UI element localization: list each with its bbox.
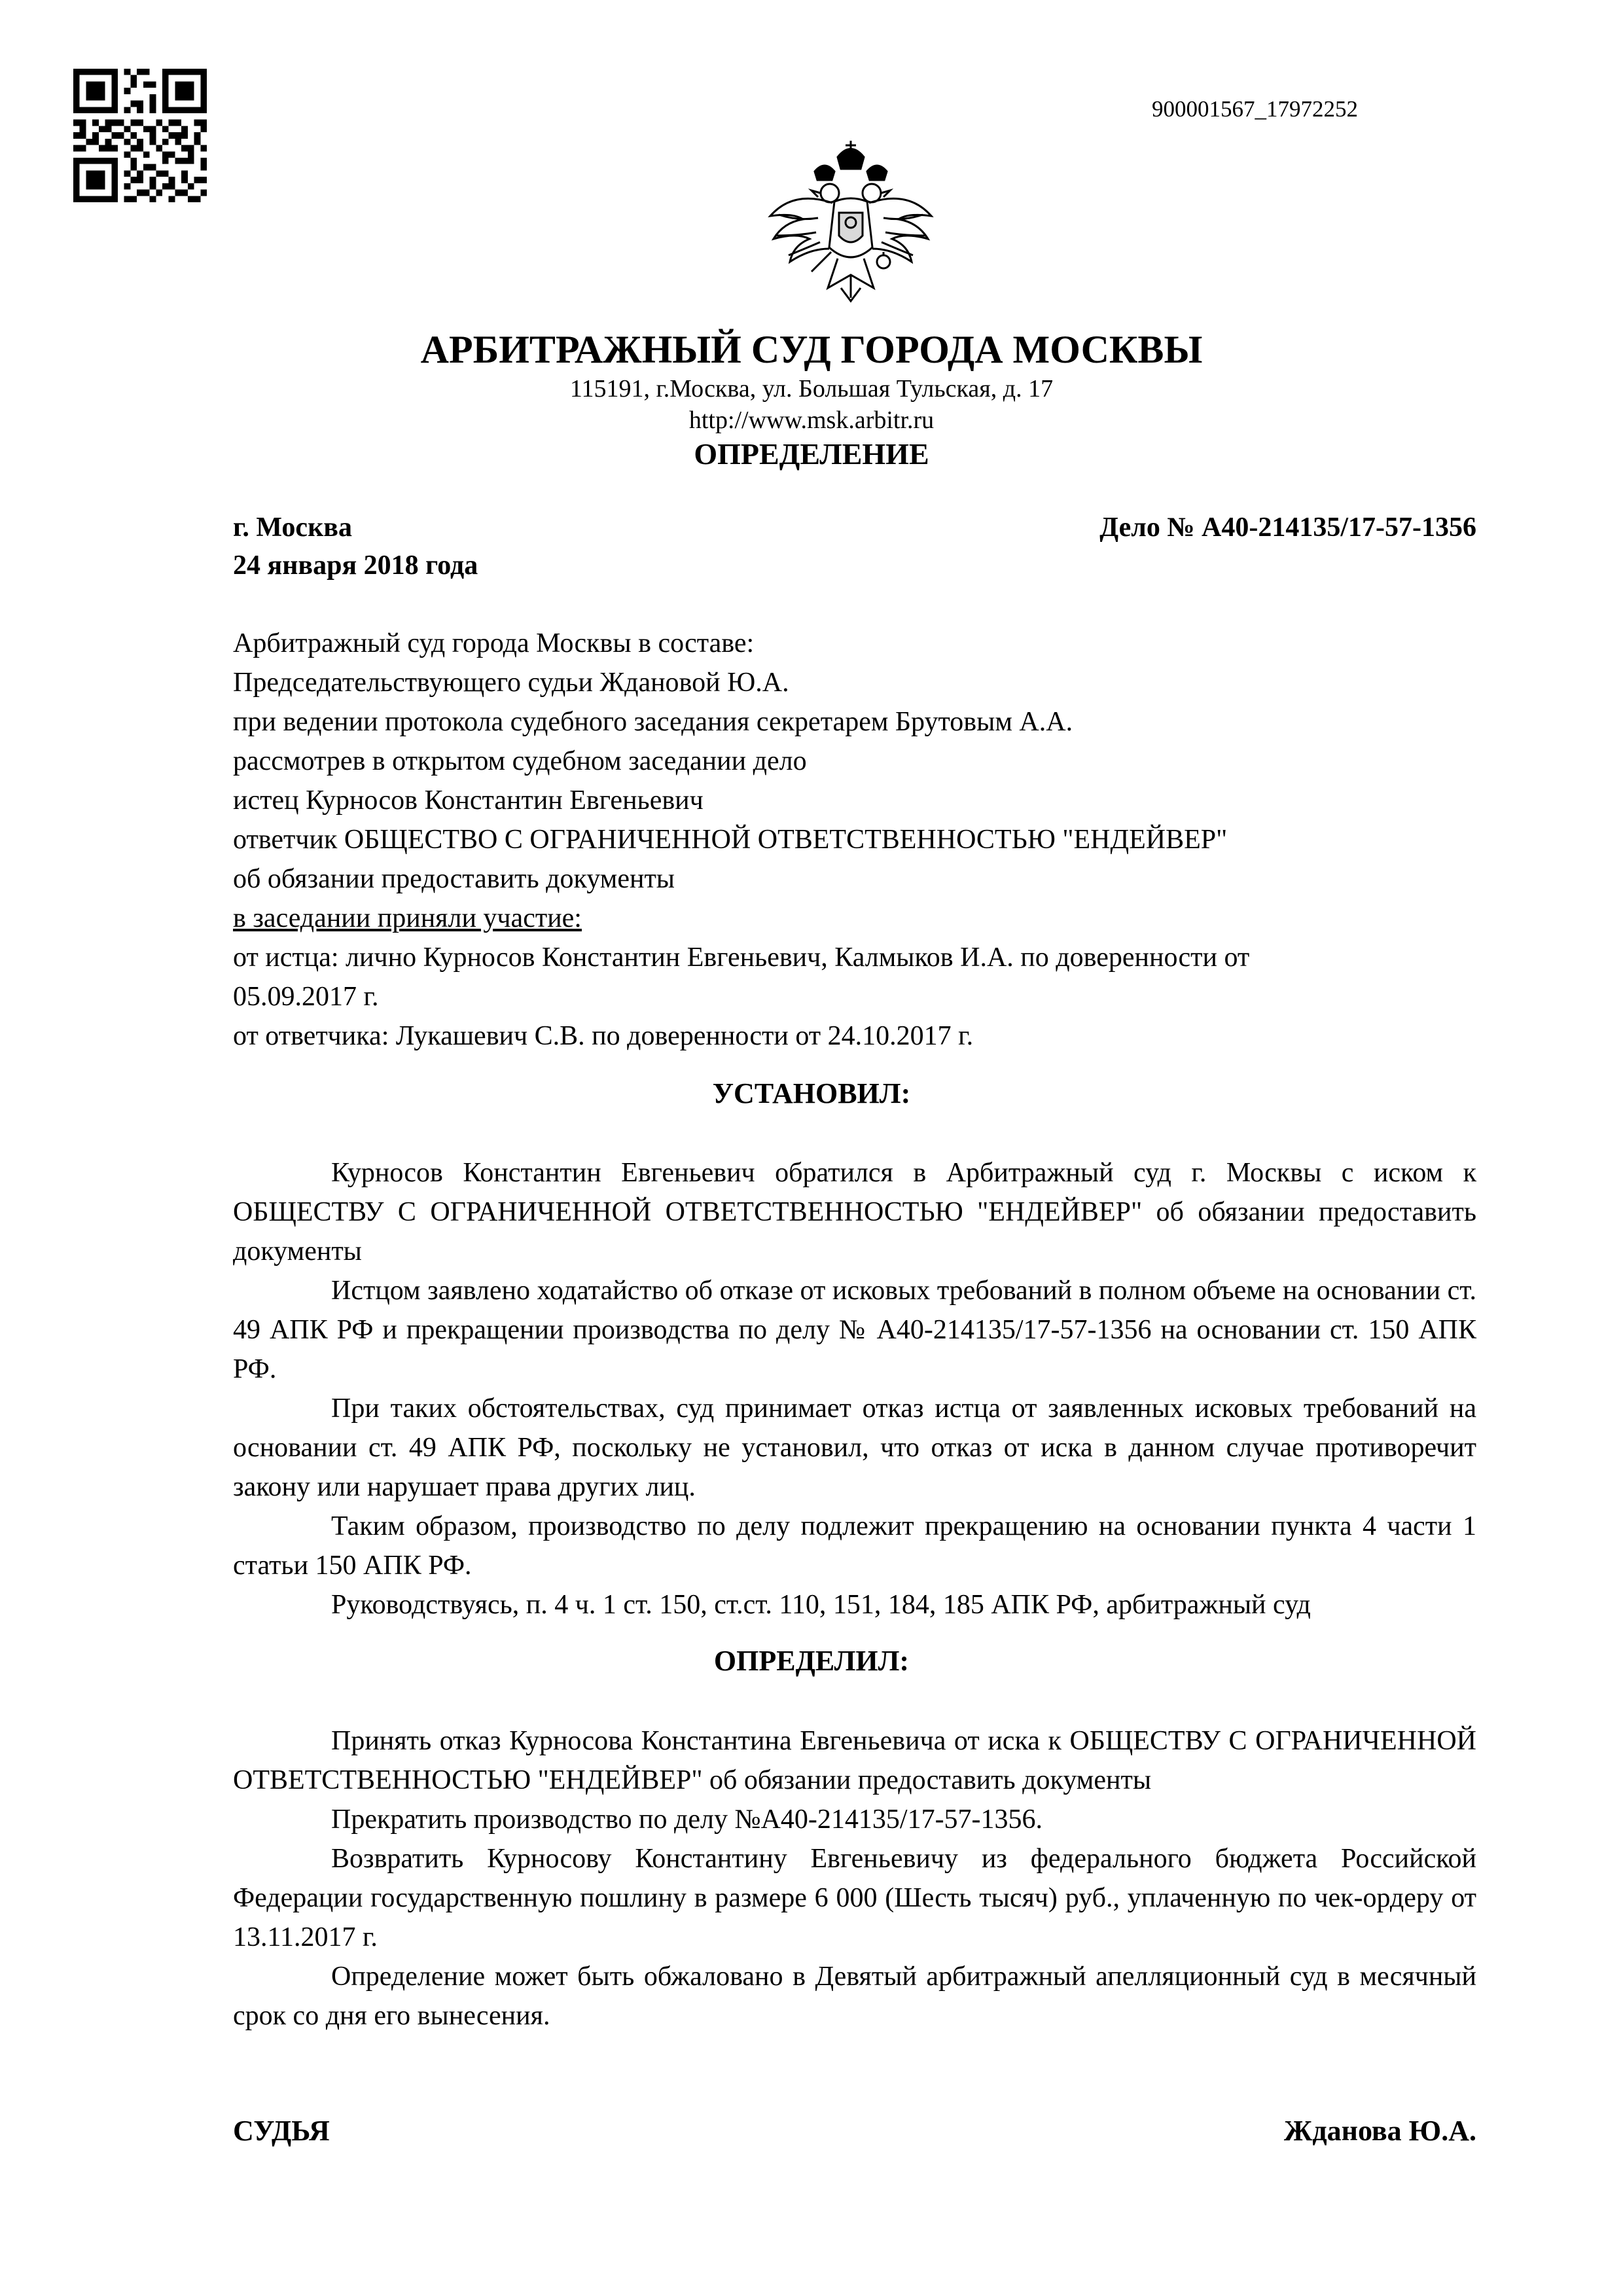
intro-line: рассмотрев в открытом судебном заседании дело (233, 746, 807, 776)
document-type-heading: ОПРЕДЕЛЕНИЕ (694, 437, 929, 471)
court-url: http://www.msk.arbitr.ru (688, 406, 935, 434)
coat-of-arms-emblem (753, 131, 949, 327)
paragraph: Определение может быть обжаловано в Девятый арбитражный апелляционный суд в месячный срок со дня его вынесения. (233, 1962, 1476, 2031)
case-number: Дело № А40-214135/17-57-1356 (1099, 512, 1476, 543)
paragraph: Курносов Константин Евгеньевич обратился в Арбитражный суд г. Москвы с иском к ОБЩЕСТВУ С ОГРАНИЧЕННОЙ ОТВЕТСТВЕННОСТЬЮ "ЕНДЕЙВЕР" об обязании предоставить документы (233, 1158, 1476, 1266)
section-ruled-heading: ОПРЕДЕЛИЛ: (713, 1645, 910, 1677)
paragraph: При таких обстоятельствах, суд принимает отказ истца от заявленных исковых требований на основании ст. 49 АПК РФ, поскольку не установил, что отказ от иска в данном случае противоречит закону или нарушает права других лиц. (233, 1393, 1476, 1502)
paragraph: Таким образом, производство по делу подлежит прекращению на основании пункта 4 части 1 статьи 150 АПК РФ. (233, 1511, 1476, 1581)
intro-line: Арбитражный суд города Москвы в составе: (233, 628, 755, 658)
intro-line: истец Курносов Константин Евгеньевич (233, 785, 704, 816)
paragraph: Возвратить Курносову Константину Евгеньевичу из федерального бюджета Российской Федерации государственную пошлину в размере 6 000 (Шесть тысяч) руб., уплаченную по чек-ордеру от 13.11.2017 г. (233, 1844, 1476, 1952)
participation-line: от истца: лично Курносов Константин Евгеньевич, Калмыков И.А. по доверенности от (233, 942, 1250, 973)
document-id: 900001567_17972252 (1152, 96, 1358, 122)
intro-line: ответчик ОБЩЕСТВО С ОГРАНИЧЕННОЙ ОТВЕТСТВЕННОСТЬЮ "ЕНДЕЙВЕР" (233, 825, 1228, 855)
intro-block (233, 624, 1476, 1056)
city: г. Москва (233, 512, 352, 543)
paragraph: Принять отказ Курносова Константина Евгеньевича от иска к ОБЩЕСТВУ С ОГРАНИЧЕННОЙ ОТВЕТСТВЕННОСТЬЮ "ЕНДЕЙВЕР" об обязании предоставить документы (233, 1726, 1476, 1795)
participation-line: от ответчика: Лукашевич С.В. по доверенности от 24.10.2017 г. (233, 1021, 974, 1051)
section-established-heading: УСТАНОВИЛ: (712, 1077, 911, 1109)
date: 24 января 2018 года (233, 550, 478, 581)
signature-title: СУДЬЯ (233, 2115, 330, 2147)
qr-code (73, 69, 207, 202)
court-address: 115191, г.Москва, ул. Большая Тульская, д. 17 (569, 375, 1054, 403)
intro-line: при ведении протокола судебного заседания секретарем Брутовым А.А. (233, 707, 1073, 737)
paragraph: Истцом заявлено ходатайство об отказе от исковых требований в полном объеме на основании ст. 49 АПК РФ и прекращении производства по делу № А40-214135/17-57-1356 на основании ст. 150 АПК РФ. (233, 1276, 1476, 1384)
ruled-body (233, 1721, 1476, 2036)
paragraph: Руководствуясь, п. 4 ч. 1 ст. 150, ст.ст. 110, 151, 184, 185 АПК РФ, арбитражный суд (331, 1590, 1311, 1620)
signature-name: Жданова Ю.А. (1283, 2115, 1476, 2147)
participation-line: 05.09.2017 г. (233, 982, 379, 1012)
intro-line: об обязании предоставить документы (233, 864, 675, 894)
court-name: АРБИТРАЖНЫЙ СУД ГОРОДА МОСКВЫ (420, 328, 1203, 371)
intro-line: Председательствующего судьи Ждановой Ю.А. (233, 668, 789, 698)
paragraph: Прекратить производство по делу №А40-214135/17-57-1356. (331, 1804, 1043, 1835)
participation-label: в заседании приняли участие: (233, 903, 582, 933)
established-body (233, 1153, 1476, 1624)
